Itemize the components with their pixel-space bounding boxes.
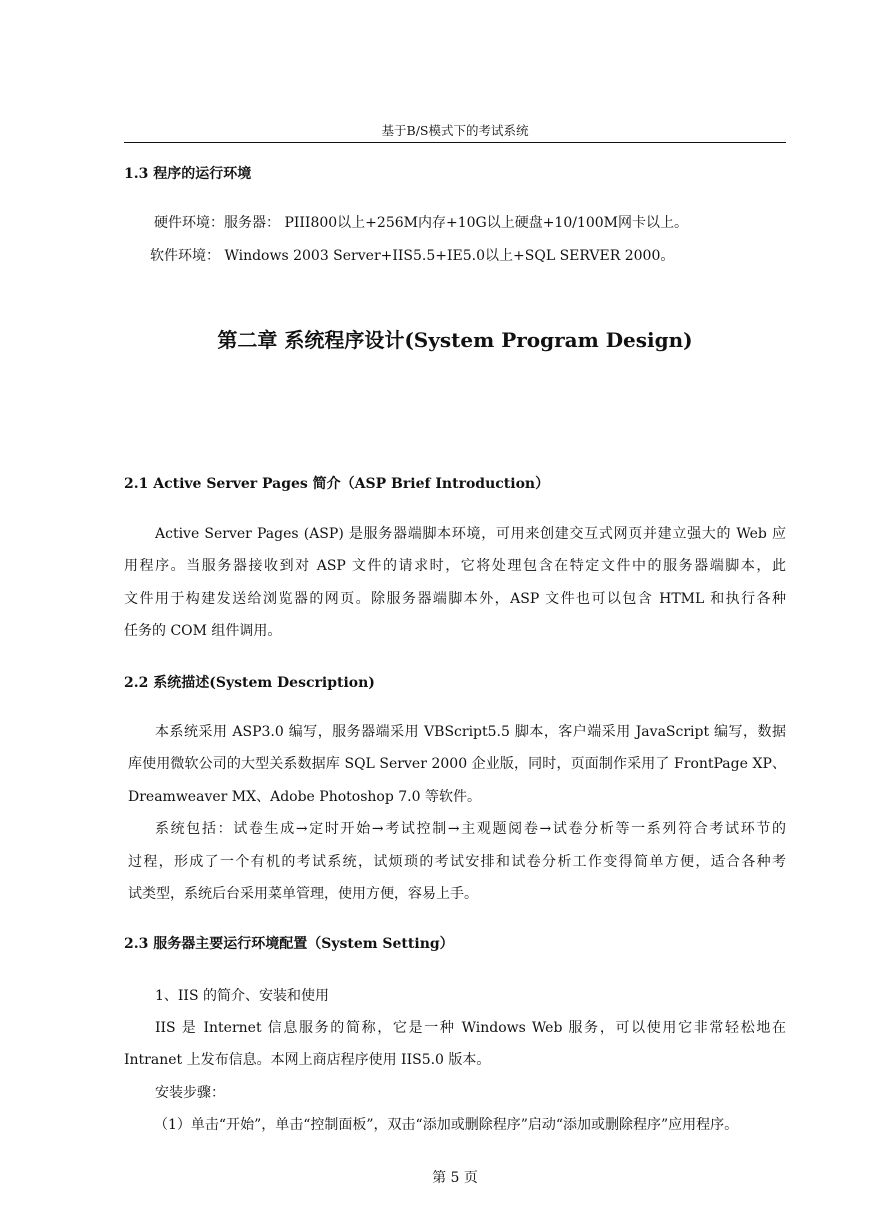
- section-heading-2-1: 2.1 Active Server Pages 简介（ASP Brief Introduction）: [124, 476, 550, 492]
- paragraph-line: Intranet 上发布信息。本网上商店程序使用 IIS5.0 版本。: [124, 1052, 491, 1068]
- page-header: 基于B/S模式下的考试系统: [381, 123, 529, 138]
- paragraph-line: 任务的 COM 组件调用。: [124, 623, 282, 639]
- page-number: 第 5 页: [432, 1170, 478, 1186]
- paragraph-line: 用程序。当服务器接收到对 ASP 文件的请求时，它将处理包含在特定文件中的服务器端脚本，此: [124, 558, 786, 574]
- paragraph-line: （1）单击“开始”，单击“控制面板”，双击“添加或删除程序”启动“添加或删除程序”应用程序。: [154, 1117, 739, 1133]
- section-heading-2-2: 2.2 系统描述(System Description): [124, 675, 375, 691]
- chapter-title: 第二章 系统程序设计(System Program Design): [217, 328, 693, 352]
- paragraph-line: 文件用于构建发送给浏览器的网页。除服务器端脚本外，ASP 文件也可以包含 HTML 和执行各种: [124, 591, 786, 607]
- paragraph-line: 库使用微软公司的大型关系数据库 SQL Server 2000 企业版，同时，页面制作采用了 FrontPage XP、: [128, 756, 786, 772]
- header-rule: [124, 142, 786, 143]
- paragraph-line: Dreamweaver MX、Adobe Photoshop 7.0 等软件。: [128, 789, 481, 805]
- section-heading-1-3: 1.3 程序的运行环境: [124, 166, 252, 182]
- software-environment: 软件环境： Windows 2003 Server+IIS5.5+IE5.0以上+SQL SERVER 2000。: [150, 248, 675, 264]
- paragraph-line: 本系统采用 ASP3.0 编写，服务器端采用 VBScript5.5 脚本，客户端采用 JavaScript 编写，数据: [155, 724, 786, 740]
- paragraph-line: Active Server Pages (ASP) 是服务器端脚本环境，可用来创建交互式网页并建立强大的 Web 应: [155, 526, 786, 542]
- paragraph-line: 系统包括：试卷生成→定时开始→考试控制→主观题阅卷→试卷分析等一系列符合考试环节的: [155, 821, 786, 837]
- paragraph-line: 安装步骤：: [155, 1085, 225, 1101]
- section-heading-2-3: 2.3 服务器主要运行环境配置（System Setting）: [124, 936, 454, 952]
- paragraph-line: IIS 是 Internet 信息服务的简称，它是一种 Windows Web 服务，可以使用它非常轻松地在: [155, 1020, 786, 1036]
- paragraph-line: 试类型，系统后台采用菜单管理，使用方便，容易上手。: [128, 886, 478, 902]
- paragraph-line: 过程，形成了一个有机的考试系统，试烦琐的考试安排和试卷分析工作变得简单方便，适合各种考: [128, 854, 786, 870]
- hardware-environment: 硬件环境：服务器： PIII800以上+256M内存+10G以上硬盘+10/100M网卡以上。: [154, 215, 689, 231]
- paragraph-line: 1、IIS 的简介、安装和使用: [155, 988, 330, 1004]
